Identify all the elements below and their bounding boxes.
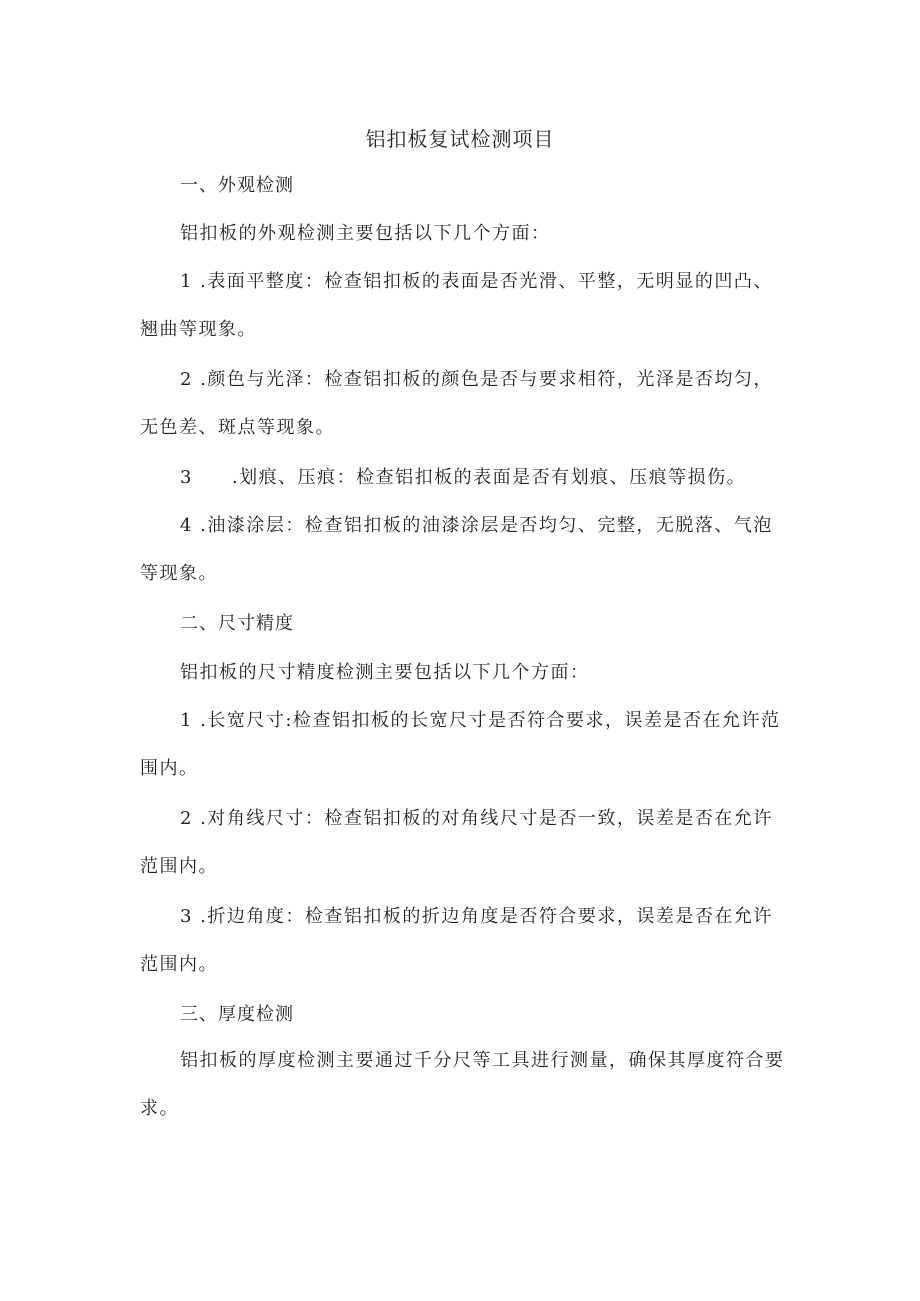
list-item: 1 .长宽尺寸:检查铝扣板的长宽尺寸是否符合要求，误差是否在允许范围内。 (140, 710, 781, 779)
section-heading-dimension: 二、尺寸精度 (180, 613, 294, 634)
document-title: 铝扣板复试检测项目 (365, 127, 555, 151)
list-item: 3 .划痕、压痕：检查铝扣板的表面是否有划痕、压痕等损伤。 (180, 467, 747, 488)
section-intro-dimension: 铝扣板的尺寸精度检测主要包括以下几个方面： (180, 662, 590, 683)
section-heading-thickness: 三、厚度检测 (180, 1004, 294, 1025)
section-intro-appearance: 铝扣板的外观检测主要包括以下几个方面： (180, 223, 551, 244)
section-intro-thickness: 铝扣板的厚度检测主要通过千分尺等工具进行测量，确保其厚度符合要求。 (140, 1050, 785, 1119)
list-item: 4 .油漆涂层：检查铝扣板的油漆涂层是否均匀、完整，无脱落、气泡等现象。 (140, 515, 773, 584)
list-item: 3 .折边角度：检查铝扣板的折边角度是否符合要求，误差是否在允许范围内。 (140, 906, 773, 975)
list-item: 2 .对角线尺寸：检查铝扣板的对角线尺寸是否一致，误差是否在允许范围内。 (140, 808, 773, 877)
list-item: 2 .颜色与光泽：检查铝扣板的颜色是否与要求相符，光泽是否均匀，无色差、斑点等现象。 (140, 369, 773, 438)
section-heading-appearance: 一、外观检测 (180, 175, 294, 196)
list-item: 1 .表面平整度：检查铝扣板的表面是否光滑、平整，无明显的凹凸、翘曲等现象。 (140, 271, 773, 340)
